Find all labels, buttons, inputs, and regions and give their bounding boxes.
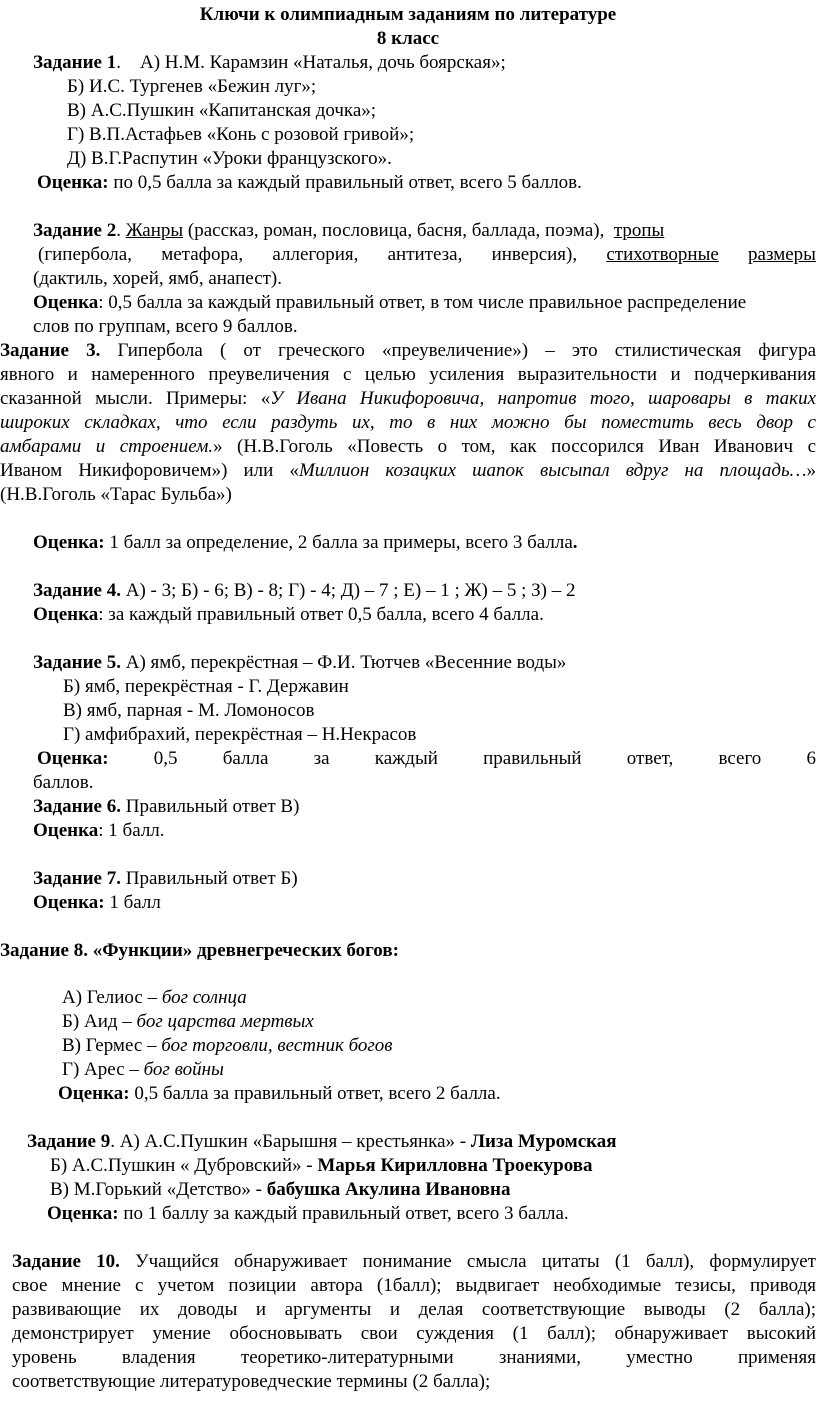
task3-line1: Задание 3. Гипербола ( от греческого «преувеличение») – это стилистическая фигура <box>0 340 816 361</box>
task2-score-line1: Оценка: 0,5 балла за каждый правильный ответ, в том числе правильное распределение <box>33 292 747 313</box>
task3-line7: (Н.В.Гоголь «Тарас Бульба») <box>0 484 232 505</box>
task5-score-line2: баллов. <box>33 772 94 793</box>
task8-line-g: Г) Арес – бог войны <box>62 1059 224 1080</box>
task10-line2: свое мнение с учетом позиции автора (1балл); выдвигает необходимые тезисы, приводя <box>12 1275 816 1296</box>
task1-line-d: Д) В.Г.Распутин «Уроки французского». <box>67 148 392 169</box>
task10-line3: развивающие их доводы и аргументы и делая соответствующие выводы (2 балла); <box>12 1299 816 1320</box>
task5-line-a: Задание 5. А) ямб, перекрёстная – Ф.И. Тютчев «Весенние воды» <box>33 652 567 673</box>
task3-line6: Иваном Никифоровичем») или «Миллион козацких шапок высыпал вдруг на площадь…» <box>0 460 816 481</box>
task1-line-a: Задание 1. А) Н.М. Карамзин «Наталья, дочь боярская»; <box>33 52 506 73</box>
task4-score: Оценка: за каждый правильный ответ 0,5 балла, всего 4 балла. <box>33 604 544 625</box>
page-title: Ключи к олимпиадным заданиям по литературе <box>199 4 617 25</box>
task9-line-a: Задание 9. А) А.С.Пушкин «Барышня – крестьянка» - Лиза Муромская <box>27 1131 617 1152</box>
task8-score: Оценка: 0,5 балла за правильный ответ, всего 2 балла. <box>58 1083 501 1104</box>
task6-score: Оценка: 1 балл. <box>33 820 165 841</box>
task3-line5: амбарами и строением.» (Н.В.Гоголь «Повесть о том, как поссорился Иван Иванович с <box>0 436 816 457</box>
task3-score: Оценка: 1 балл за определение, 2 балла за примеры, всего 3 балла. <box>33 532 578 553</box>
task5-line-b: Б) ямб, перекрёстная - Г. Державин <box>63 676 349 697</box>
task5-line-v: В) ямб, парная - М. Ломоносов <box>63 700 315 721</box>
task9-score: Оценка: по 1 баллу за каждый правильный ответ, всего 3 балла. <box>47 1203 569 1224</box>
task10-line6: соответствующие литературоведческие термины (2 балла); <box>12 1371 491 1392</box>
task2-line3: (дактиль, хорей, ямб, анапест). <box>33 268 283 289</box>
task9-line-b: Б) А.С.Пушкин « Дубровский» - Марья Кирилловна Троекурова <box>50 1155 593 1176</box>
task1-line-b: Б) И.С. Тургенев «Бежин луг»; <box>67 76 317 97</box>
task7-answer: Задание 7. Правильный ответ Б) <box>33 868 298 889</box>
task1-line-v: В) А.С.Пушкин «Капитанская дочка»; <box>67 100 377 121</box>
task8-heading: Задание 8. «Функции» древнегреческих богов: <box>0 940 399 961</box>
task2-score-line2: слов по группам, всего 9 баллов. <box>33 316 298 337</box>
task7-score: Оценка: 1 балл <box>33 892 161 913</box>
task2-line1: Задание 2. Жанры (рассказ, роман, пословица, басня, баллада, поэма), тропы <box>33 220 665 241</box>
task4-answers: Задание 4. А) - 3; Б) - 6; В) - 8; Г) - 4; Д) – 7 ; Е) – 1 ; Ж) – 5 ; З) – 2 <box>33 580 576 601</box>
task8-line-v: В) Гермес – бог торговли, вестник богов <box>62 1035 393 1056</box>
page-subtitle: 8 класс <box>376 28 440 49</box>
task8-line-b: Б) Аид – бог царства мертвых <box>62 1011 314 1032</box>
task8-line-a: А) Гелиос – бог солнца <box>62 987 247 1008</box>
task9-line-v: В) М.Горький «Детство» - бабушка Акулина Ивановна <box>50 1179 511 1200</box>
task10-line1: Задание 10. Учащийся обнаруживает понимание смысла цитаты (1 балл), формулирует <box>12 1251 816 1272</box>
task3-line2: явного и намеренного преувеличения с целью усиления выразительности и подчеркивания <box>0 364 816 385</box>
task3-line3: сказанной мысли. Примеры: «У Ивана Никифоровича, напротив того, шаровары в таких <box>0 388 816 409</box>
task10-line4: демонстрирует умение обосновывать свои суждения (1 балл); обнаруживает высокий <box>12 1323 816 1344</box>
task5-line-g: Г) амфибрахий, перекрёстная – Н.Некрасов <box>63 724 417 745</box>
task6-answer: Задание 6. Правильный ответ В) <box>33 796 300 817</box>
task1-score: Оценка: по 0,5 балла за каждый правильный ответ, всего 5 баллов. <box>37 172 582 193</box>
task10-line5: уровень владения теоретико-литературными знаниями, уместно применяя <box>12 1347 816 1368</box>
task2-line2: (гипербола, метафора, аллегория, антитеза, инверсия), стихотворные размеры <box>38 244 816 265</box>
task3-line4: широких складках, что если раздуть их, то в них можно бы поместить весь двор с <box>0 412 816 433</box>
task1-line-g: Г) В.П.Астафьев «Конь с розовой гривой»; <box>67 124 415 145</box>
task5-score-line1: Оценка: 0,5 балла за каждый правильный ответ, всего 6 <box>37 748 816 769</box>
